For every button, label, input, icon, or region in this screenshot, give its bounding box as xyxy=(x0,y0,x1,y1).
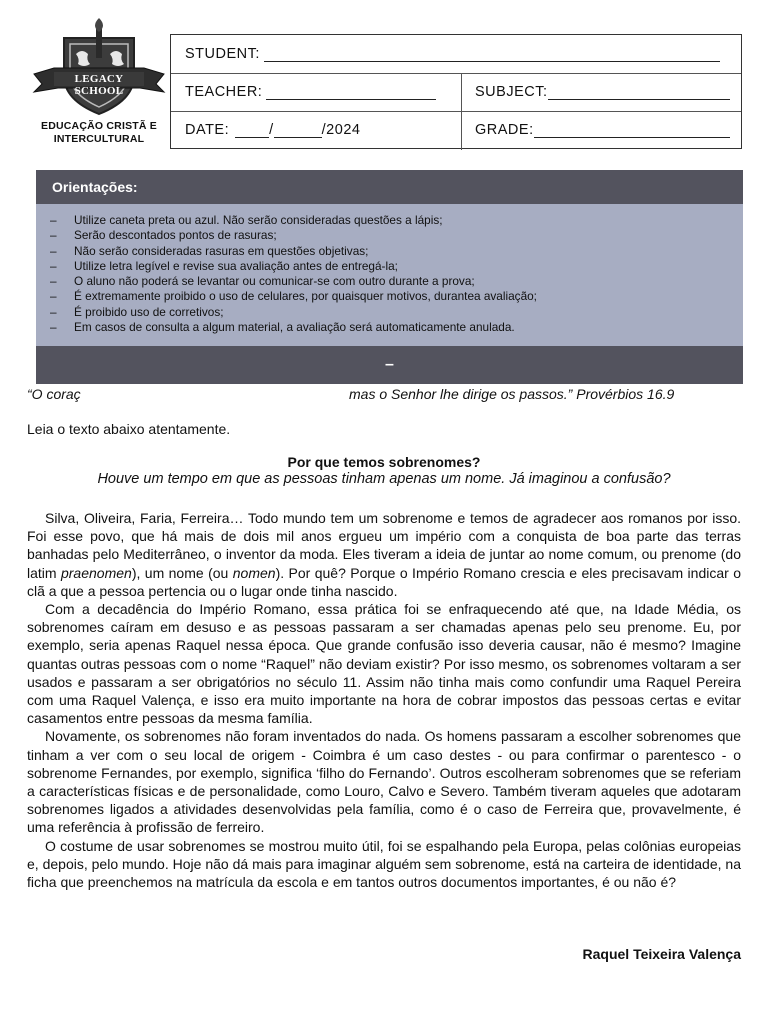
article-title: Por que temos sobrenomes? xyxy=(287,454,481,470)
header-table xyxy=(170,34,742,149)
instruction-text: Leia o texto abaixo atentamente. xyxy=(27,421,231,437)
praenomen-term: praenomen xyxy=(60,564,132,581)
teacher-label: TEACHER: xyxy=(185,84,263,100)
orientacao-item: – Utilize caneta preta ou azul. Não serão consideradas questões a lápis; xyxy=(50,213,443,227)
subject-label: SUBJECT: xyxy=(475,84,548,100)
orientacoes-box xyxy=(36,204,743,346)
orientacao-item: – É extremamente proibido o uso de celulares, por quaisquer motivos, durantea avaliação; xyxy=(50,289,537,304)
quote-reference: Provérbios 16.9 xyxy=(576,386,675,402)
quote-text: mas o Senhor lhe dirige os passos.” xyxy=(349,386,573,402)
school-subtitle-line2: INTERCULTURAL xyxy=(53,133,145,145)
paragraph-4: O costume de usar sobrenomes se mostrou muito útil, foi se espalhando pela Europa, pelas colônias europeias e, depois, pelo mundo. Hoje não dá mais para imaginar alguém sem sobrenome, está na carteira de identidade, na ficha que preenchemos na matrícula da escola e em tantos outros documentos importantes, é ou não é? xyxy=(27,837,741,891)
date-day-field[interactable] xyxy=(235,123,269,138)
quote-left: “O coraç xyxy=(27,386,81,402)
orientacao-item: – É proibido uso de corretivos; xyxy=(50,304,224,319)
orientacao-item: – Não serão consideradas rasuras em questões objetivas; xyxy=(50,243,369,258)
grade-field[interactable] xyxy=(534,123,730,138)
orientacao-item: – Utilize letra legível e revise sua avaliação antes de entregá-la; xyxy=(50,258,398,273)
grade-label: GRADE: xyxy=(475,122,534,138)
logo-text: LEGACY SCHOOL xyxy=(74,73,124,97)
paragraph-2: Com a decadência do Império Romano, essa prática foi se enfraquecendo até que, na Idade Média, os sobrenomes caíram em desuso e as pessoas passaram a ser chamadas apenas pelo seu prenome. Eu, por exemplo, seria apenas Raquel nessa época. Que grande confusão isso deveria causar, não é mesmo? Imagine quantas outras pessoas com o nome “Raquel” não deviam existir? Por isso mesmo, os sobrenomes voltaram a ser usados e passaram a ser obrigatórios no século 11. Assim não tinha mais como confundir uma Raquel Pereira com uma Raquel Valença, e isso era muito importante na hora de cobrar impostos das pessoas certas e evitar casamentos entre pessoas da mesma família. xyxy=(27,601,741,727)
orientacoes-footer: – xyxy=(36,346,743,384)
school-subtitle xyxy=(30,120,168,146)
school-subtitle-line1: EDUCAÇÃO CRISTÃ E xyxy=(41,120,157,132)
student-row xyxy=(171,35,741,74)
date-grade-row xyxy=(171,111,741,149)
paragraph-3: Novamente, os sobrenomes não foram inventados do nada. Os homens passaram a escolher sobrenomes que tinham a ver com o seu local de origem - Coimbra é um caso destes - ou para confirmar o parentesco - o sobrenome Fernandes, por exemplo, significa ‘filho do Fernando’. Outros escolheram sobrenomes que se referiam a características físicas e de personalidade, como Louro, Calvo e Severo. Também tiveram aqueles que adotaram sobrenomes ligados a atividades desenvolvidas pela família, como é o caso de Ferreira que, provavelmente, é uma referência à profissão de ferreiro. xyxy=(27,728,741,836)
date-separator: / xyxy=(269,122,274,138)
paragraph-1: Silva, Oliveira, Faria, Ferreira… Todo mundo tem um sobrenome e temos de agradecer aos romanos por isso. Foi esse povo, que há mais de dois mil anos ergueu um império com a conquista de boa parte das terras banhadas pelo Mediterrâneo, o inventor da moda. Eles tiveram a ideia de juntar ao nome comum, ou prenome (do latim praenomen), um nome (ou nomen). Por quê? Porque o Império Romano crescia e eles precisavam indicar o clã a que a pessoa pertencia ou o lugar onde tinha nascido. xyxy=(27,510,742,599)
article-body xyxy=(27,509,741,891)
orientacao-item: – Serão descontados pontos de rasuras; xyxy=(50,228,277,243)
orientacao-item: – O aluno não poderá se levantar ou comunicar-se com outro durante a prova; xyxy=(50,274,475,289)
student-label: STUDENT: xyxy=(185,46,260,62)
orientacao-item: – Em casos de consulta a algum material, a avaliação será automaticamente anulada. xyxy=(50,320,515,335)
quote-right xyxy=(349,386,674,402)
date-year: /2024 xyxy=(321,122,361,138)
nomen-term: nomen xyxy=(232,564,276,581)
subject-field[interactable] xyxy=(548,85,730,100)
student-field[interactable] xyxy=(264,47,720,62)
teacher-field[interactable] xyxy=(266,85,436,100)
orientacoes-title: Orientações: xyxy=(36,170,743,204)
date-month-field[interactable] xyxy=(274,123,322,138)
article-author: Raquel Teixeira Valença xyxy=(582,946,741,962)
article-subtitle: Houve um tempo em que as pessoas tinham apenas um nome. Já imaginou a confusão? xyxy=(97,471,671,487)
header-divider xyxy=(461,73,462,150)
teacher-subject-row xyxy=(171,73,741,112)
date-label: DATE: xyxy=(185,122,230,138)
